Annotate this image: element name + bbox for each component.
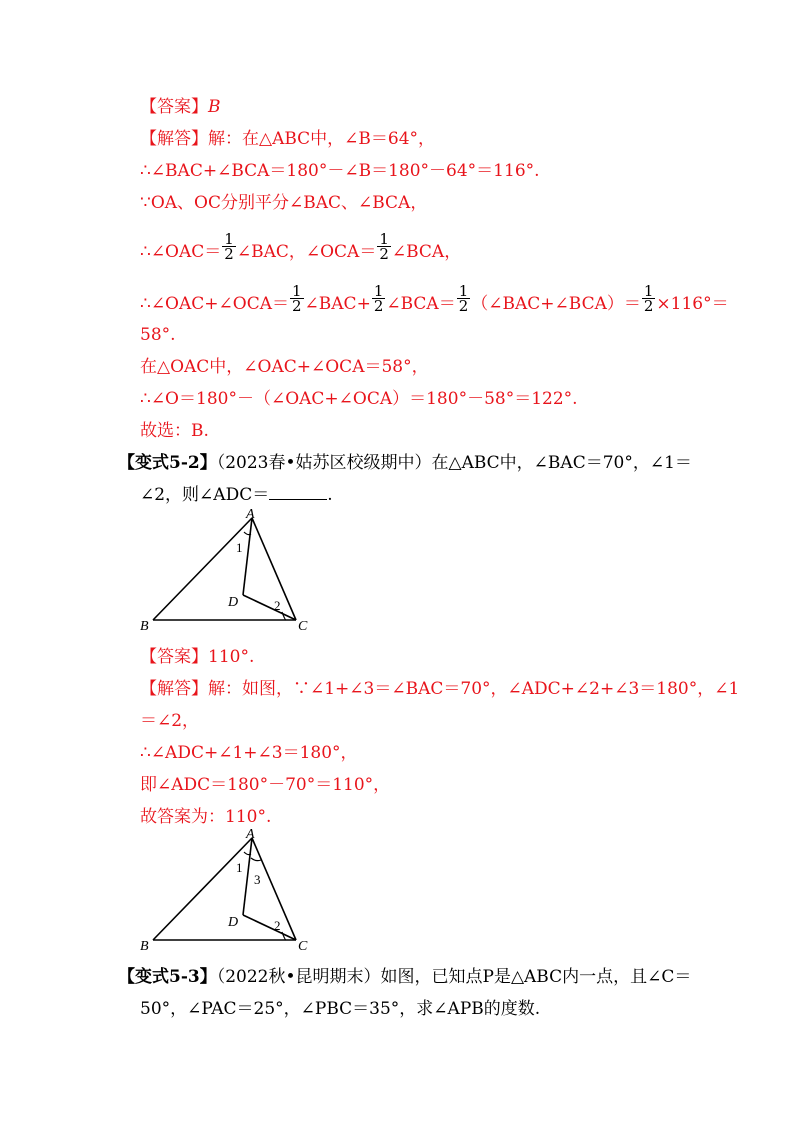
text-seg: ∠BCA＝ [386, 294, 456, 314]
frac-num: 1 [458, 282, 469, 300]
vertex-label-a: A [246, 827, 255, 842]
question-text: . [327, 485, 333, 505]
vertex-label-d: D [228, 915, 239, 930]
fraction [222, 232, 236, 261]
vertex-label-a: A [246, 507, 255, 522]
solution2-line-1 [140, 678, 739, 700]
frac-den: 2 [292, 297, 302, 315]
solution-label: 【解答】 [140, 129, 208, 149]
answer-label: 【答案】 [140, 97, 208, 117]
answer-label: 【答案】 [140, 647, 208, 667]
frac-den: 2 [458, 297, 469, 315]
solution-text: 解：如图，∵∠1+∠3＝∠BAC＝70°，∠ADC+∠2+∠3＝180°，∠1 [208, 679, 740, 699]
frac-num: 1 [643, 282, 654, 300]
triangle-figure-2 [130, 822, 330, 957]
question-text: ∠2，则∠ADC＝ [140, 485, 270, 505]
vertex-label-c: C [298, 619, 308, 634]
solution-line-8: ∴∠O＝180°－（∠OAC+∠OCA）＝180°－58°＝122°. [140, 389, 578, 409]
solution-line-7: 在△OAC中，∠OAC+∠OCA＝58°， [140, 357, 429, 377]
fraction [642, 284, 656, 313]
question-5-3-line-2: 50°，∠PAC＝25°，∠PBC＝35°，求∠APB的度数. [140, 999, 541, 1019]
text-seg: ∠BCA， [391, 242, 462, 262]
fraction [457, 284, 471, 313]
text-seg: ∴∠OAC+∠OCA＝ [140, 294, 289, 314]
solution2-line-2: ＝∠2， [140, 711, 200, 731]
question-text: （2022秋•昆明期末）如图，已知点P是△ABC内一点，且∠C＝ [216, 967, 692, 987]
frac-den: 2 [643, 297, 654, 315]
vertex-label-b: B [140, 619, 149, 634]
solution-line-6: 58°. [140, 325, 176, 345]
solution2-line-5: 故答案为：110°. [140, 807, 272, 827]
fraction [290, 284, 304, 313]
text-seg: ∠BAC+ [304, 294, 371, 314]
angle-label-2: 2 [274, 598, 281, 613]
angle-label-2: 2 [274, 918, 281, 933]
answer-value: 110°. [208, 647, 255, 667]
frac-den: 2 [373, 297, 384, 315]
solution-line-5 [140, 282, 729, 319]
vertex-label-b: B [140, 939, 149, 954]
solution-line-3: ∵OA、OC分别平分∠BAC、∠BCA， [140, 193, 428, 213]
question-tag: 【变式5-2】 [118, 453, 217, 473]
question-5-2-line-1 [118, 452, 692, 474]
solution-text: 解：在△ABC中，∠B＝64°， [208, 129, 436, 149]
fraction [372, 284, 386, 313]
text-seg: ∠BAC，∠OCA＝ [236, 242, 377, 262]
text-seg: （∠BAC+∠BCA）＝ [471, 294, 641, 314]
vertex-label-d: D [228, 595, 239, 610]
fraction [377, 232, 391, 261]
text-seg: ×116°＝ [656, 294, 729, 314]
frac-den: 2 [224, 245, 234, 263]
solution2-line-4: 即∠ADC＝180°－70°＝110°， [140, 775, 391, 795]
solution-line-2: ∴∠BAC+∠BCA＝180°－∠B＝180°－64°＝116°. [140, 161, 540, 181]
solution2-line-3: ∴∠ADC+∠1+∠3＝180°， [140, 743, 358, 763]
frac-num: 1 [292, 282, 302, 300]
solution-line-4 [140, 230, 462, 267]
text-seg: ∴∠OAC＝ [140, 242, 222, 262]
answer-line-2 [140, 646, 254, 668]
answer-value: B [208, 97, 221, 117]
angle-label-3: 3 [254, 872, 261, 887]
frac-num: 1 [379, 230, 389, 248]
question-source: （2023春•姑苏区校级期中） [216, 453, 432, 473]
frac-num: 1 [224, 230, 234, 248]
answer-line-1 [140, 96, 221, 118]
answer-blank [269, 484, 327, 500]
angle-label-1: 1 [236, 860, 243, 875]
triangle-figure-1 [130, 502, 330, 637]
angle-label-1: 1 [236, 540, 243, 555]
frac-den: 2 [379, 245, 389, 263]
solution-line-1 [140, 128, 435, 150]
frac-num: 1 [373, 282, 384, 300]
question-5-3-line-1 [118, 966, 691, 988]
solution-line-9: 故选：B. [140, 421, 209, 441]
question-tag: 【变式5-3】 [118, 967, 217, 987]
question-text: 在△ABC中，∠BAC＝70°，∠1＝ [431, 453, 692, 473]
vertex-label-c: C [298, 939, 308, 954]
solution-label: 【解答】 [140, 679, 208, 699]
